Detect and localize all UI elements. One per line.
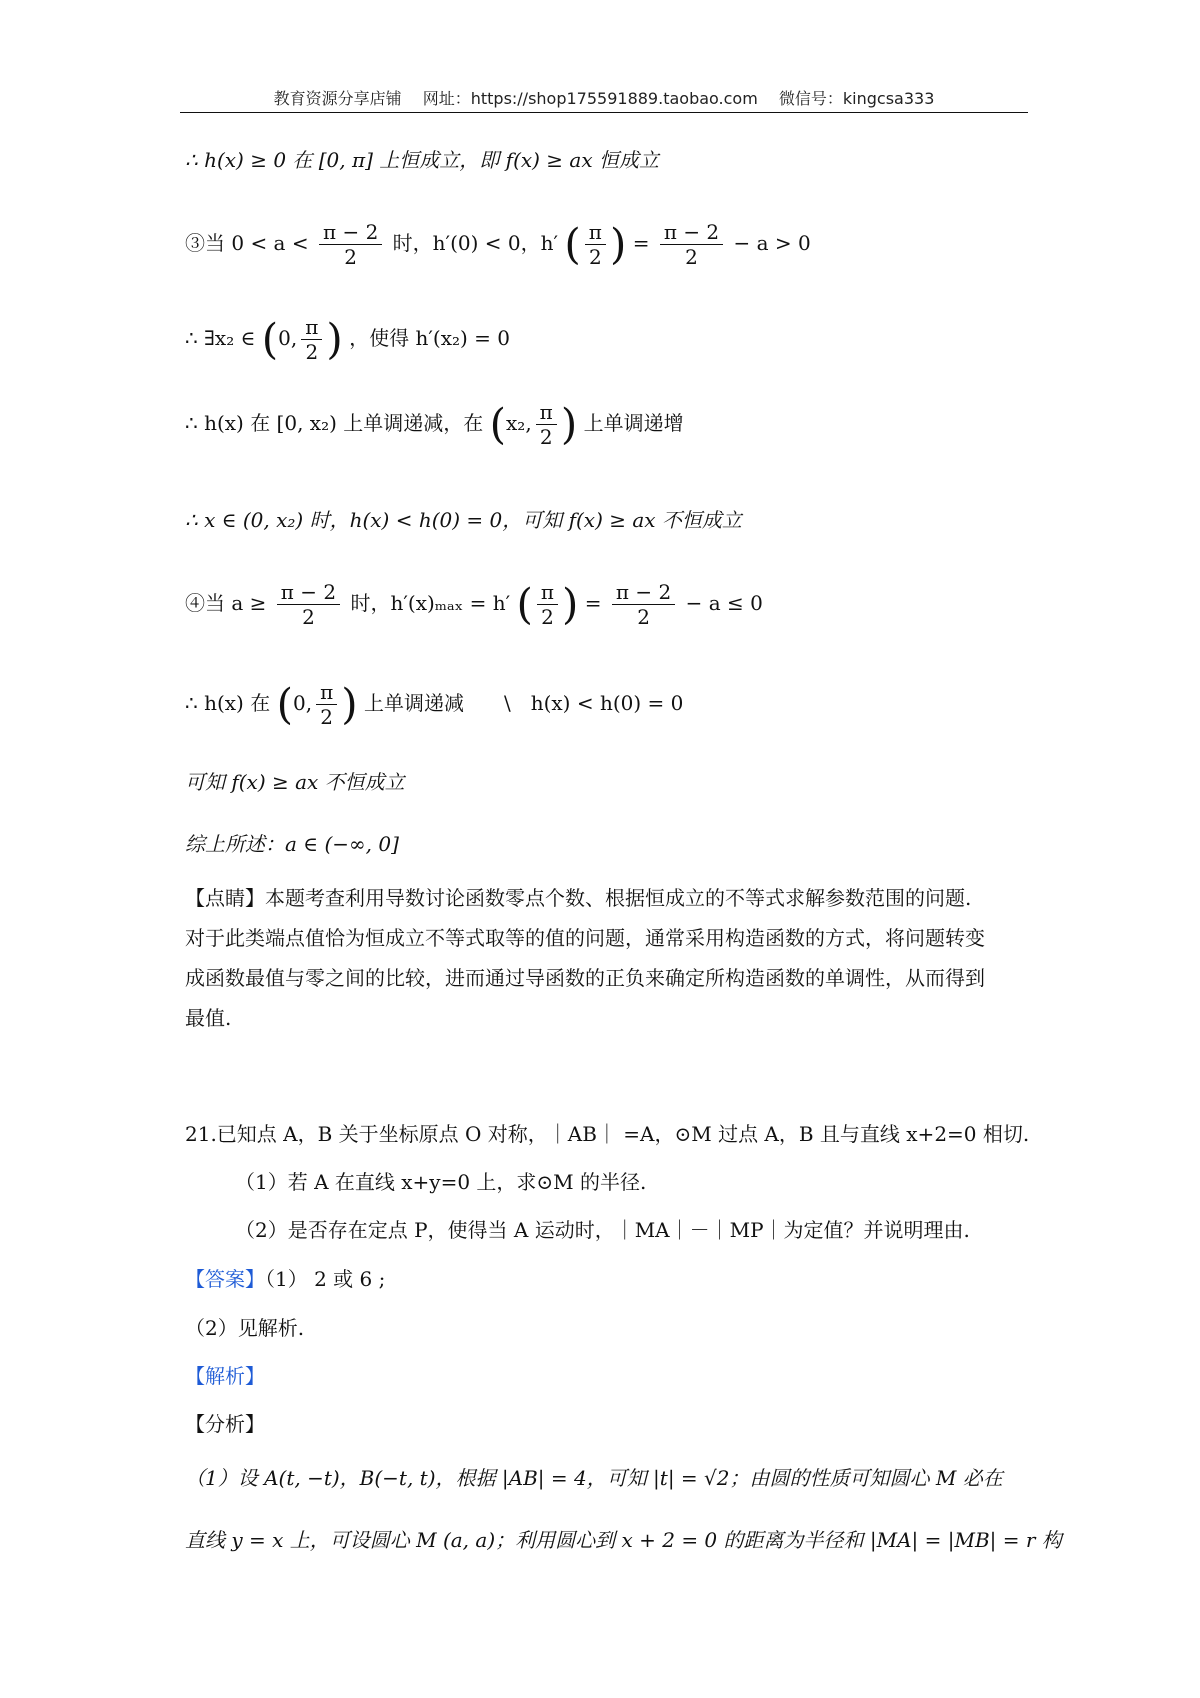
line4-post: 上单调递增: [583, 411, 684, 435]
comment-line: 【点睛】本题考查利用导数讨论函数零点个数、根据恒成立的不等式求解参数范围的问题.: [185, 886, 972, 910]
header-rule: [180, 112, 1028, 113]
solution-line-1: （1）设 A(t, −t)，B(−t, t)，根据 |AB| = 4，可知 |t| = √2；由圆的性质可知圆心 M 必在: [185, 1466, 1003, 1490]
paren-open: (: [489, 399, 507, 449]
problem-title: 21.已知点 A，B 关于坐标原点 O 对称，｜AB｜ =A，⊙M 过点 A，B 且与直线 x+2=0 相切.: [185, 1122, 1030, 1146]
shop-url: 网址：https://shop175591889.taobao.com: [422, 89, 758, 108]
fraction: [301, 315, 322, 364]
comment-line: 成函数最值与零之间的比较，进而通过导函数的正负来确定所构造函数的单调性，从而得到: [185, 966, 985, 990]
shop-name: 教育资源分享店铺: [273, 89, 402, 108]
fraction-denominator: 2: [541, 605, 554, 629]
fraction: [585, 220, 606, 269]
line6-eq: =: [584, 591, 602, 615]
fraction-denominator: 2: [344, 245, 357, 269]
line6-post: − a ≤ 0: [685, 591, 763, 615]
paren-close: ): [560, 399, 578, 449]
fraction: [612, 580, 675, 629]
proof-line-7: [185, 680, 683, 729]
proof-line-5: ∴ x ∈ (0, x₂) 时，h(x) < h(0) = 0，可知 f(x) ≥ ax 不恒成立: [185, 508, 742, 532]
fraction-numerator: π: [585, 220, 606, 245]
fraction-denominator: 2: [685, 245, 698, 269]
fraction-denominator: 2: [302, 605, 315, 629]
fraction: [316, 680, 337, 729]
comment-line: 最值.: [185, 1006, 232, 1030]
fraction: [277, 580, 340, 629]
paren-close: ): [341, 679, 358, 729]
fraction-denominator: 2: [305, 340, 319, 364]
analysis-label: 【解析】: [185, 1364, 265, 1388]
fraction-numerator: π: [537, 580, 558, 605]
comment-line: 对于此类端点值恰为恒成立不等式取等的值的问题，通常采用构造函数的方式，将问题转变: [185, 926, 985, 950]
fraction-numerator: π: [301, 315, 322, 340]
page-header: [180, 86, 1028, 109]
proof-line-2: [185, 220, 811, 269]
fraction-numerator: π − 2: [660, 220, 723, 245]
line6-pre: ④当 a ≥: [185, 591, 267, 615]
proof-line-4: [185, 400, 684, 449]
wechat-id: 微信号：kingcsa333: [778, 89, 935, 108]
problem-q1: （1）若 A 在直线 x+y=0 上，求⊙M 的半径.: [235, 1170, 647, 1194]
answer-2: （2）见解析.: [185, 1316, 305, 1340]
paren-open: (: [261, 314, 279, 364]
line6-mid: 时，h′(x)ₘₐₓ = h′: [350, 591, 511, 615]
line7-post: 上单调递减 \ h(x) < h(0) = 0: [363, 691, 684, 715]
fraction: [536, 400, 557, 449]
interval-start: 0,: [278, 326, 298, 350]
paren-close: ): [609, 219, 627, 269]
fraction-denominator: 2: [588, 245, 602, 269]
answer-label: 【答案】: [185, 1267, 265, 1291]
fraction-numerator: π − 2: [319, 220, 382, 245]
fraction-denominator: 2: [637, 605, 650, 629]
line4-pre: ∴ h(x) 在 [0, x₂) 上单调递减，在: [185, 411, 484, 435]
fraction-numerator: π: [536, 400, 557, 425]
line2-post: − a > 0: [733, 231, 811, 255]
interval-start: 0,: [292, 691, 313, 715]
fraction-numerator: π − 2: [612, 580, 675, 605]
fraction-denominator: 2: [320, 705, 333, 729]
proof-line-9: 综上所述：a ∈ (−∞, 0]: [185, 832, 399, 856]
fraction-denominator: 2: [539, 425, 553, 449]
proof-line-3: [185, 315, 510, 364]
fraction: [660, 220, 723, 269]
solution-line-2: 直线 y = x 上，可设圆心 M (a, a)；利用圆心到 x + 2 = 0 的距离为半径和 |MA| = |MB| = r 构: [185, 1528, 1062, 1552]
line2-pre: ③当 0 < a <: [185, 231, 309, 255]
answer-1: （1） 2 或 6 ;: [265, 1267, 386, 1291]
fraction-numerator: π: [316, 680, 337, 705]
paren-close: ): [326, 314, 343, 364]
comment-block: [185, 878, 1025, 1038]
problem-q2: （2）是否存在定点 P，使得当 A 运动时，｜MA｜－｜MP｜为定值？并说明理由.: [235, 1218, 970, 1242]
interval-start: x₂,: [506, 411, 532, 435]
proof-line-6: [185, 580, 763, 629]
line3-post: ，使得 h′(x₂) = 0: [349, 326, 511, 350]
fraction-numerator: π − 2: [277, 580, 340, 605]
paren-open: (: [516, 579, 533, 629]
line3-pre: ∴ ∃x₂ ∈: [185, 326, 256, 350]
paren-open: (: [276, 679, 293, 729]
line2-eq: =: [632, 231, 650, 255]
answer-line: [185, 1265, 385, 1293]
paren-open: (: [564, 219, 581, 269]
proof-line-1: ∴ h(x) ≥ 0 在 [0, π] 上恒成立，即 f(x) ≥ ax 恒成立: [185, 148, 659, 172]
fraction: [319, 220, 382, 269]
proof-line-8: 可知 f(x) ≥ ax 不恒成立: [185, 770, 405, 794]
paren-close: ): [562, 579, 579, 629]
line7-pre: ∴ h(x) 在: [185, 691, 271, 715]
line2-mid: 时，h′(0) < 0，h′: [392, 231, 559, 255]
fraction: [537, 580, 558, 629]
fenxi-label: 【分析】: [185, 1412, 265, 1436]
